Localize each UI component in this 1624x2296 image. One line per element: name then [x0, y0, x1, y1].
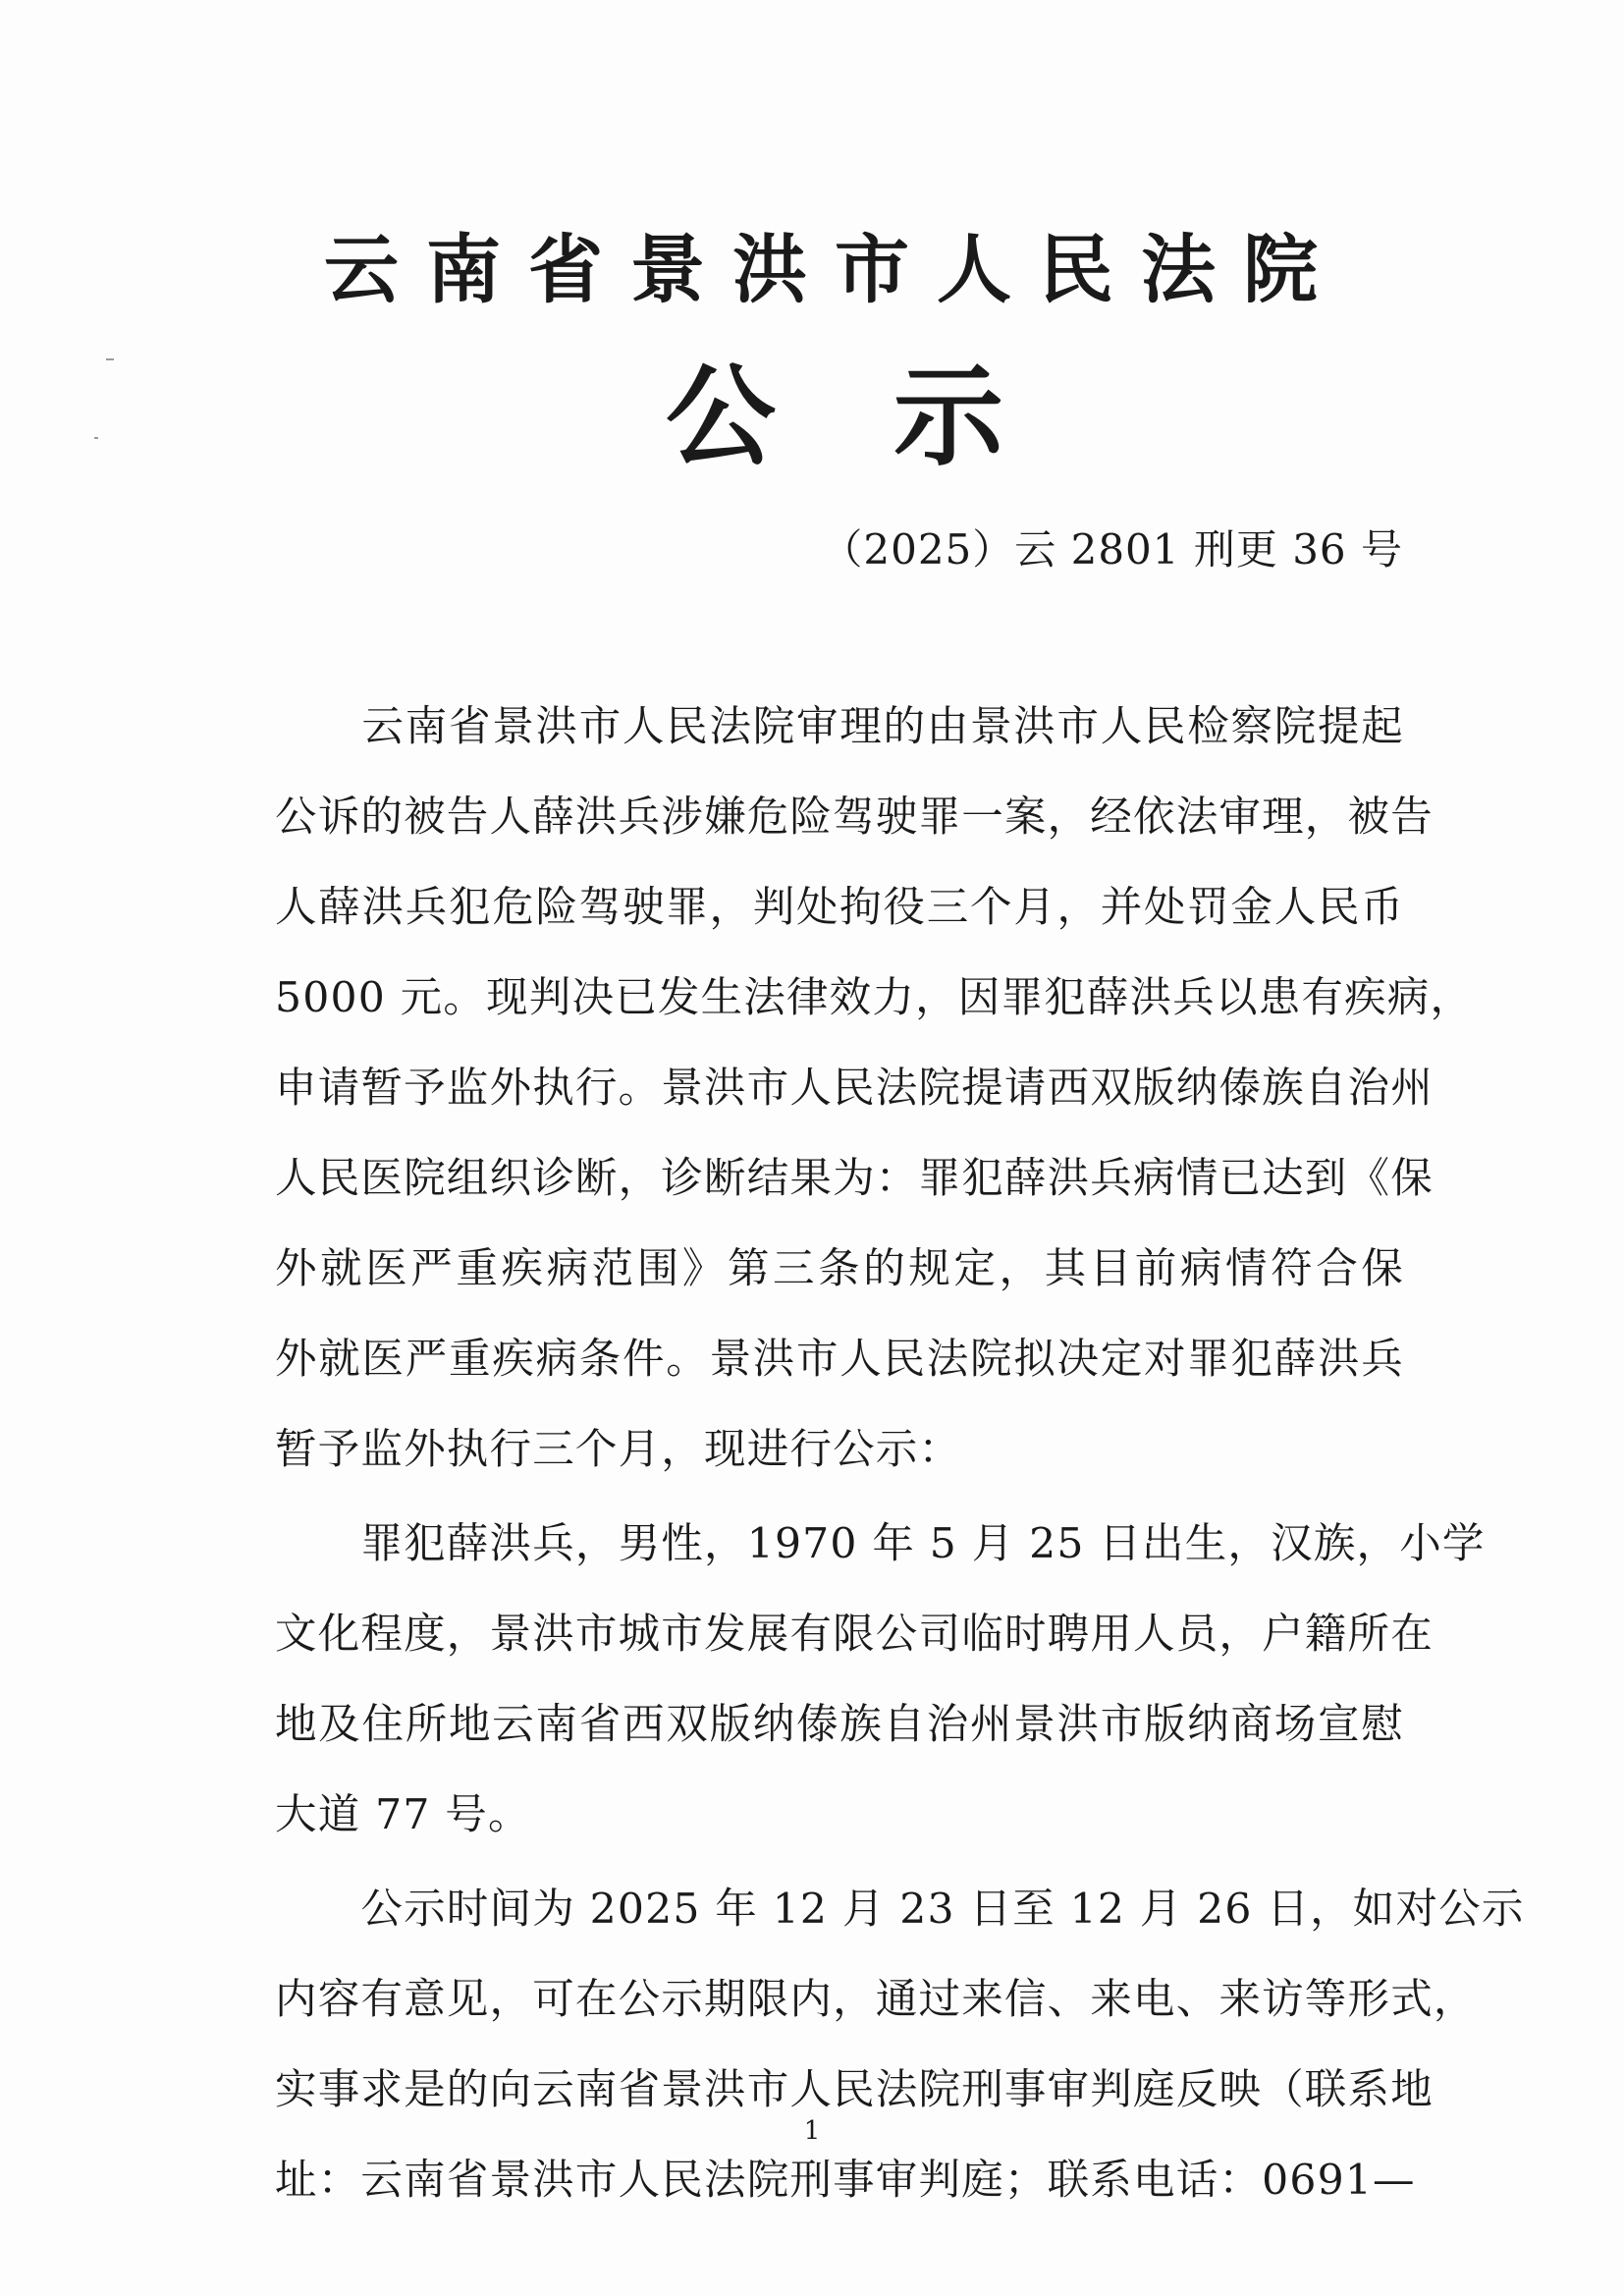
text-line: 实事求是的向云南省景洪市人民法院刑事审判庭反映（联系地 — [275, 2066, 1434, 2114]
text-line: 外就医严重疾病范围》第三条的规定，其目前病情符合保 — [275, 1245, 1404, 1293]
text-line: 公诉的被告人薛洪兵涉嫌危险驾驶罪一案，经依法审理，被告 — [275, 793, 1434, 842]
text-line: 云南省景洪市人民法院审理的由景洪市人民检察院提起 — [275, 703, 1404, 751]
court-name-heading: 云南省景洪市人民法院 — [324, 226, 1345, 313]
text-line: 内容有意见，可在公示期限内，通过来信、来电、来访等形式， — [275, 1976, 1477, 2024]
text-line: 5000 元。现判决已发生法律效力，因罪犯薛洪兵以患有疾病， — [275, 974, 1474, 1022]
paragraph-offender-info — [275, 1500, 1486, 1861]
text-line: 罪犯薛洪兵，男性，1970 年 5 月 25 日出生，汉族，小学 — [275, 1520, 1486, 1568]
text-line: 申请暂予监外执行。景洪市人民法院提请西双版纳傣族自治州 — [275, 1065, 1434, 1113]
text-line: 公示时间为 2025 年 12 月 23 日至 12 月 26 日，如对公示 — [275, 1886, 1525, 1934]
document-body — [275, 683, 1525, 2226]
text-line: 文化程度，景洪市城市发展有限公司临时聘用人员，户籍所在 — [275, 1611, 1434, 1659]
case-number: （2025）云 2801 刑更 36 号 — [821, 525, 1403, 574]
scan-artifact-mark — [94, 437, 98, 439]
paragraph-case-summary — [275, 683, 1474, 1496]
text-line: 人薛洪兵犯危险驾驶罪，判处拘役三个月，并处罚金人民币 — [275, 884, 1404, 932]
text-line: 地及住所地云南省西双版纳傣族自治州景洪市版纳商场宣慰 — [275, 1701, 1404, 1749]
text-line: 暂予监外执行三个月，现进行公示： — [275, 1426, 962, 1474]
text-line: 址：云南省景洪市人民法院刑事审判庭；联系电话：0691— — [275, 2157, 1416, 2205]
paragraph-notice-period — [275, 1865, 1525, 2226]
document-title: 公示 — [666, 353, 1121, 481]
scan-artifact-mark — [106, 358, 114, 360]
text-line: 大道 77 号。 — [275, 1791, 531, 1839]
text-line: 人民医院组织诊断，诊断结果为：罪犯薛洪兵病情已达到《保 — [275, 1155, 1434, 1203]
text-line: 外就医严重疾病条件。景洪市人民法院拟决定对罪犯薛洪兵 — [275, 1336, 1404, 1384]
page-number: 1 — [803, 2116, 821, 2146]
